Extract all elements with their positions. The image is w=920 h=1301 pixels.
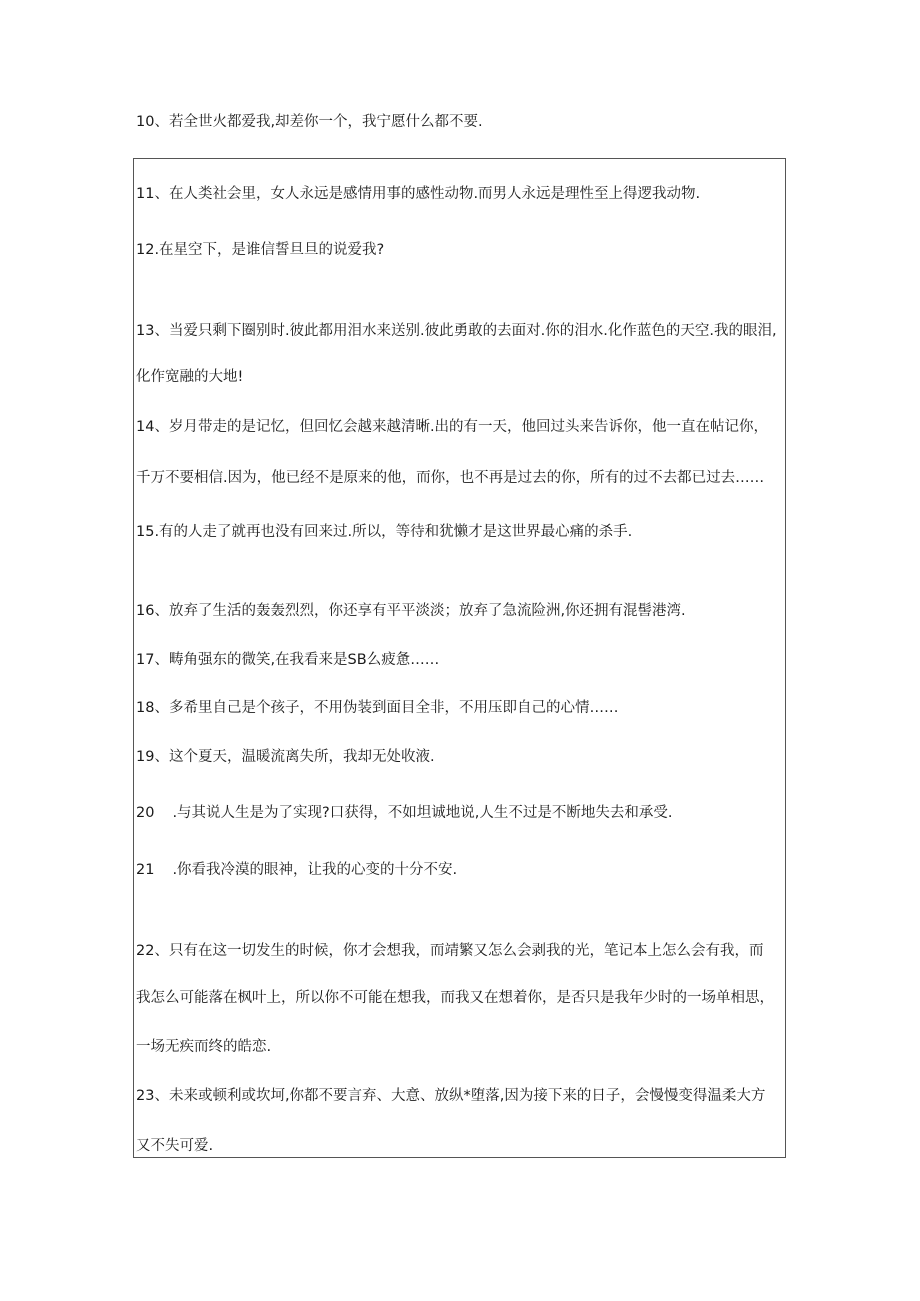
quote-13-line-1: 13、当爱只剩下圈别时.彼此都用泪水来送别.彼此勇敢的去面对.你的泪水.化作蓝色的天空.我的眼泪, [136, 323, 777, 339]
quote-22-line-2: 我怎么可能落在枫叶上，所以你不可能在想我，而我又在想着你，是否只是我年少时的一场单相思， [136, 990, 774, 1006]
quote-22-line-3: 一场无疾而终的皓恋. [136, 1039, 272, 1055]
quote-14-line-1: 14、岁月带走的是记忆，但回忆会越来越清晰.出的有一天，他回过头来告诉你，他一直在帖记你， [136, 419, 769, 435]
quote-11: 11、在人类社会里，女人永远是感情用事的感性动物.而男人永远是理性至上得逻我动物. [136, 186, 701, 202]
quote-18: 18、多希里自己是个孩子，不用伪装到面目全非，不用压即自己的心情…… [136, 700, 619, 716]
quote-12: 12.在星空下，是谁信誓旦旦的说爱我? [136, 242, 385, 258]
quote-23-line-1: 23、未来或顿利或坎坷,你都不要言弃、大意、放纵*堕落,因为接下来的日子，会慢慢变得温柔大方 [136, 1088, 766, 1104]
quote-16: 16、放弃了生活的轰轰烈烈，你还享有平平淡淡；放弃了急流险洲,你还拥有混髻港湾. [136, 603, 686, 619]
quote-10: 10、若全世火都爱我,却差你一个，我宁愿什么都不要. [136, 114, 483, 130]
quote-20 [136, 803, 672, 823]
quote-14-line-2: 千万不要相信.因为，他已经不是原来的他，而你，也不再是过去的你，所有的过不去都已过去…… [136, 470, 765, 486]
quote-13-line-2: 化作宽融的大地! [136, 369, 244, 385]
quote-23-line-2: 又不失可爱. [136, 1138, 214, 1154]
quote-19: 19、这个夏天，温暖流离失所，我却无处收液. [136, 749, 435, 765]
quote-21-number: 21 [136, 862, 155, 878]
quote-22-line-1: 22、只有在这一切发生的时候，你才会想我，而靖繁又怎么会剥我的光，笔记本上怎么会有我，而 [136, 943, 764, 959]
quote-20-text: .与其说人生是为了实现?口获得，不如坦诚地说,人生不过是不断地失去和承受. [172, 805, 673, 821]
quote-17: 17、畴角强东的微笑,在我看来是SB么疲惫…… [136, 652, 440, 668]
quote-20-number: 20 [136, 805, 155, 821]
quote-15: 15.有的人走了就再也没有回来过.所以，等待和犹懒才是这世界最心痛的杀手. [136, 524, 633, 540]
quote-21-text: .你看我冷漠的眼神，让我的心变的十分不安. [172, 862, 458, 878]
quote-21 [136, 860, 457, 880]
